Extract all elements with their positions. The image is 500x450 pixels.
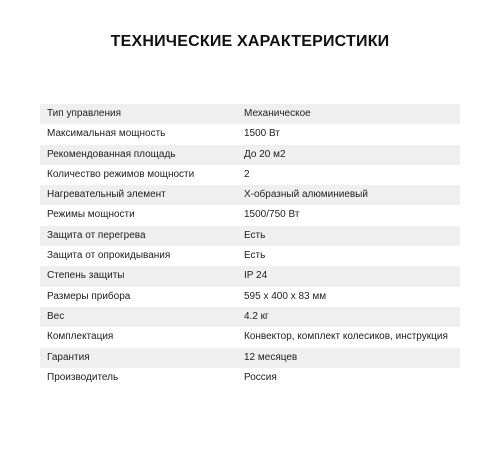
table-row [40,165,460,185]
table-row [40,266,460,286]
spec-value: 4.2 кг [240,307,460,327]
spec-name: Защита от опрокидывания [40,246,240,266]
spec-name: Степень защиты [40,266,240,286]
spec-name: Размеры прибора [40,287,240,307]
spec-name: Вес [40,307,240,327]
spec-name: Режимы мощности [40,205,240,225]
spec-value: 12 месяцев [240,348,460,368]
table-row [40,287,460,307]
table-row [40,246,460,266]
spec-name: Нагревательный элемент [40,185,240,205]
spec-value: Конвектор, комплект колесиков, инструкция [240,327,460,347]
spec-name: Рекомендованная площадь [40,145,240,165]
table-row [40,205,460,225]
page-title: ТЕХНИЧЕСКИЕ ХАРАКТЕРИСТИКИ [110,33,390,50]
spec-value: 595 x 400 x 83 мм [240,287,460,307]
table-row [40,348,460,368]
spec-value: Есть [240,246,460,266]
spec-value: IP 24 [240,266,460,286]
table-row [40,226,460,246]
table-row [40,124,460,144]
spec-name: Тип управления [40,104,240,124]
spec-name: Максимальная мощность [40,124,240,144]
spec-value: 2 [240,165,460,185]
spec-value: До 20 м2 [240,145,460,165]
table-row [40,104,460,124]
table-row [40,145,460,165]
spec-value: 1500 Вт [240,124,460,144]
table-row [40,185,460,205]
spec-value: Россия [240,368,460,388]
specifications-table [40,104,460,388]
spec-name: Комплектация [40,327,240,347]
table-row [40,307,460,327]
spec-value: Есть [240,226,460,246]
table-row [40,368,460,388]
spec-name: Производитель [40,368,240,388]
spec-value: Механическое [240,104,460,124]
spec-value: X-образный алюминиевый [240,185,460,205]
spec-value: 1500/750 Вт [240,205,460,225]
spec-name: Защита от перегрева [40,226,240,246]
table-row [40,327,460,347]
spec-name: Количество режимов мощности [40,165,240,185]
spec-name: Гарантия [40,348,240,368]
